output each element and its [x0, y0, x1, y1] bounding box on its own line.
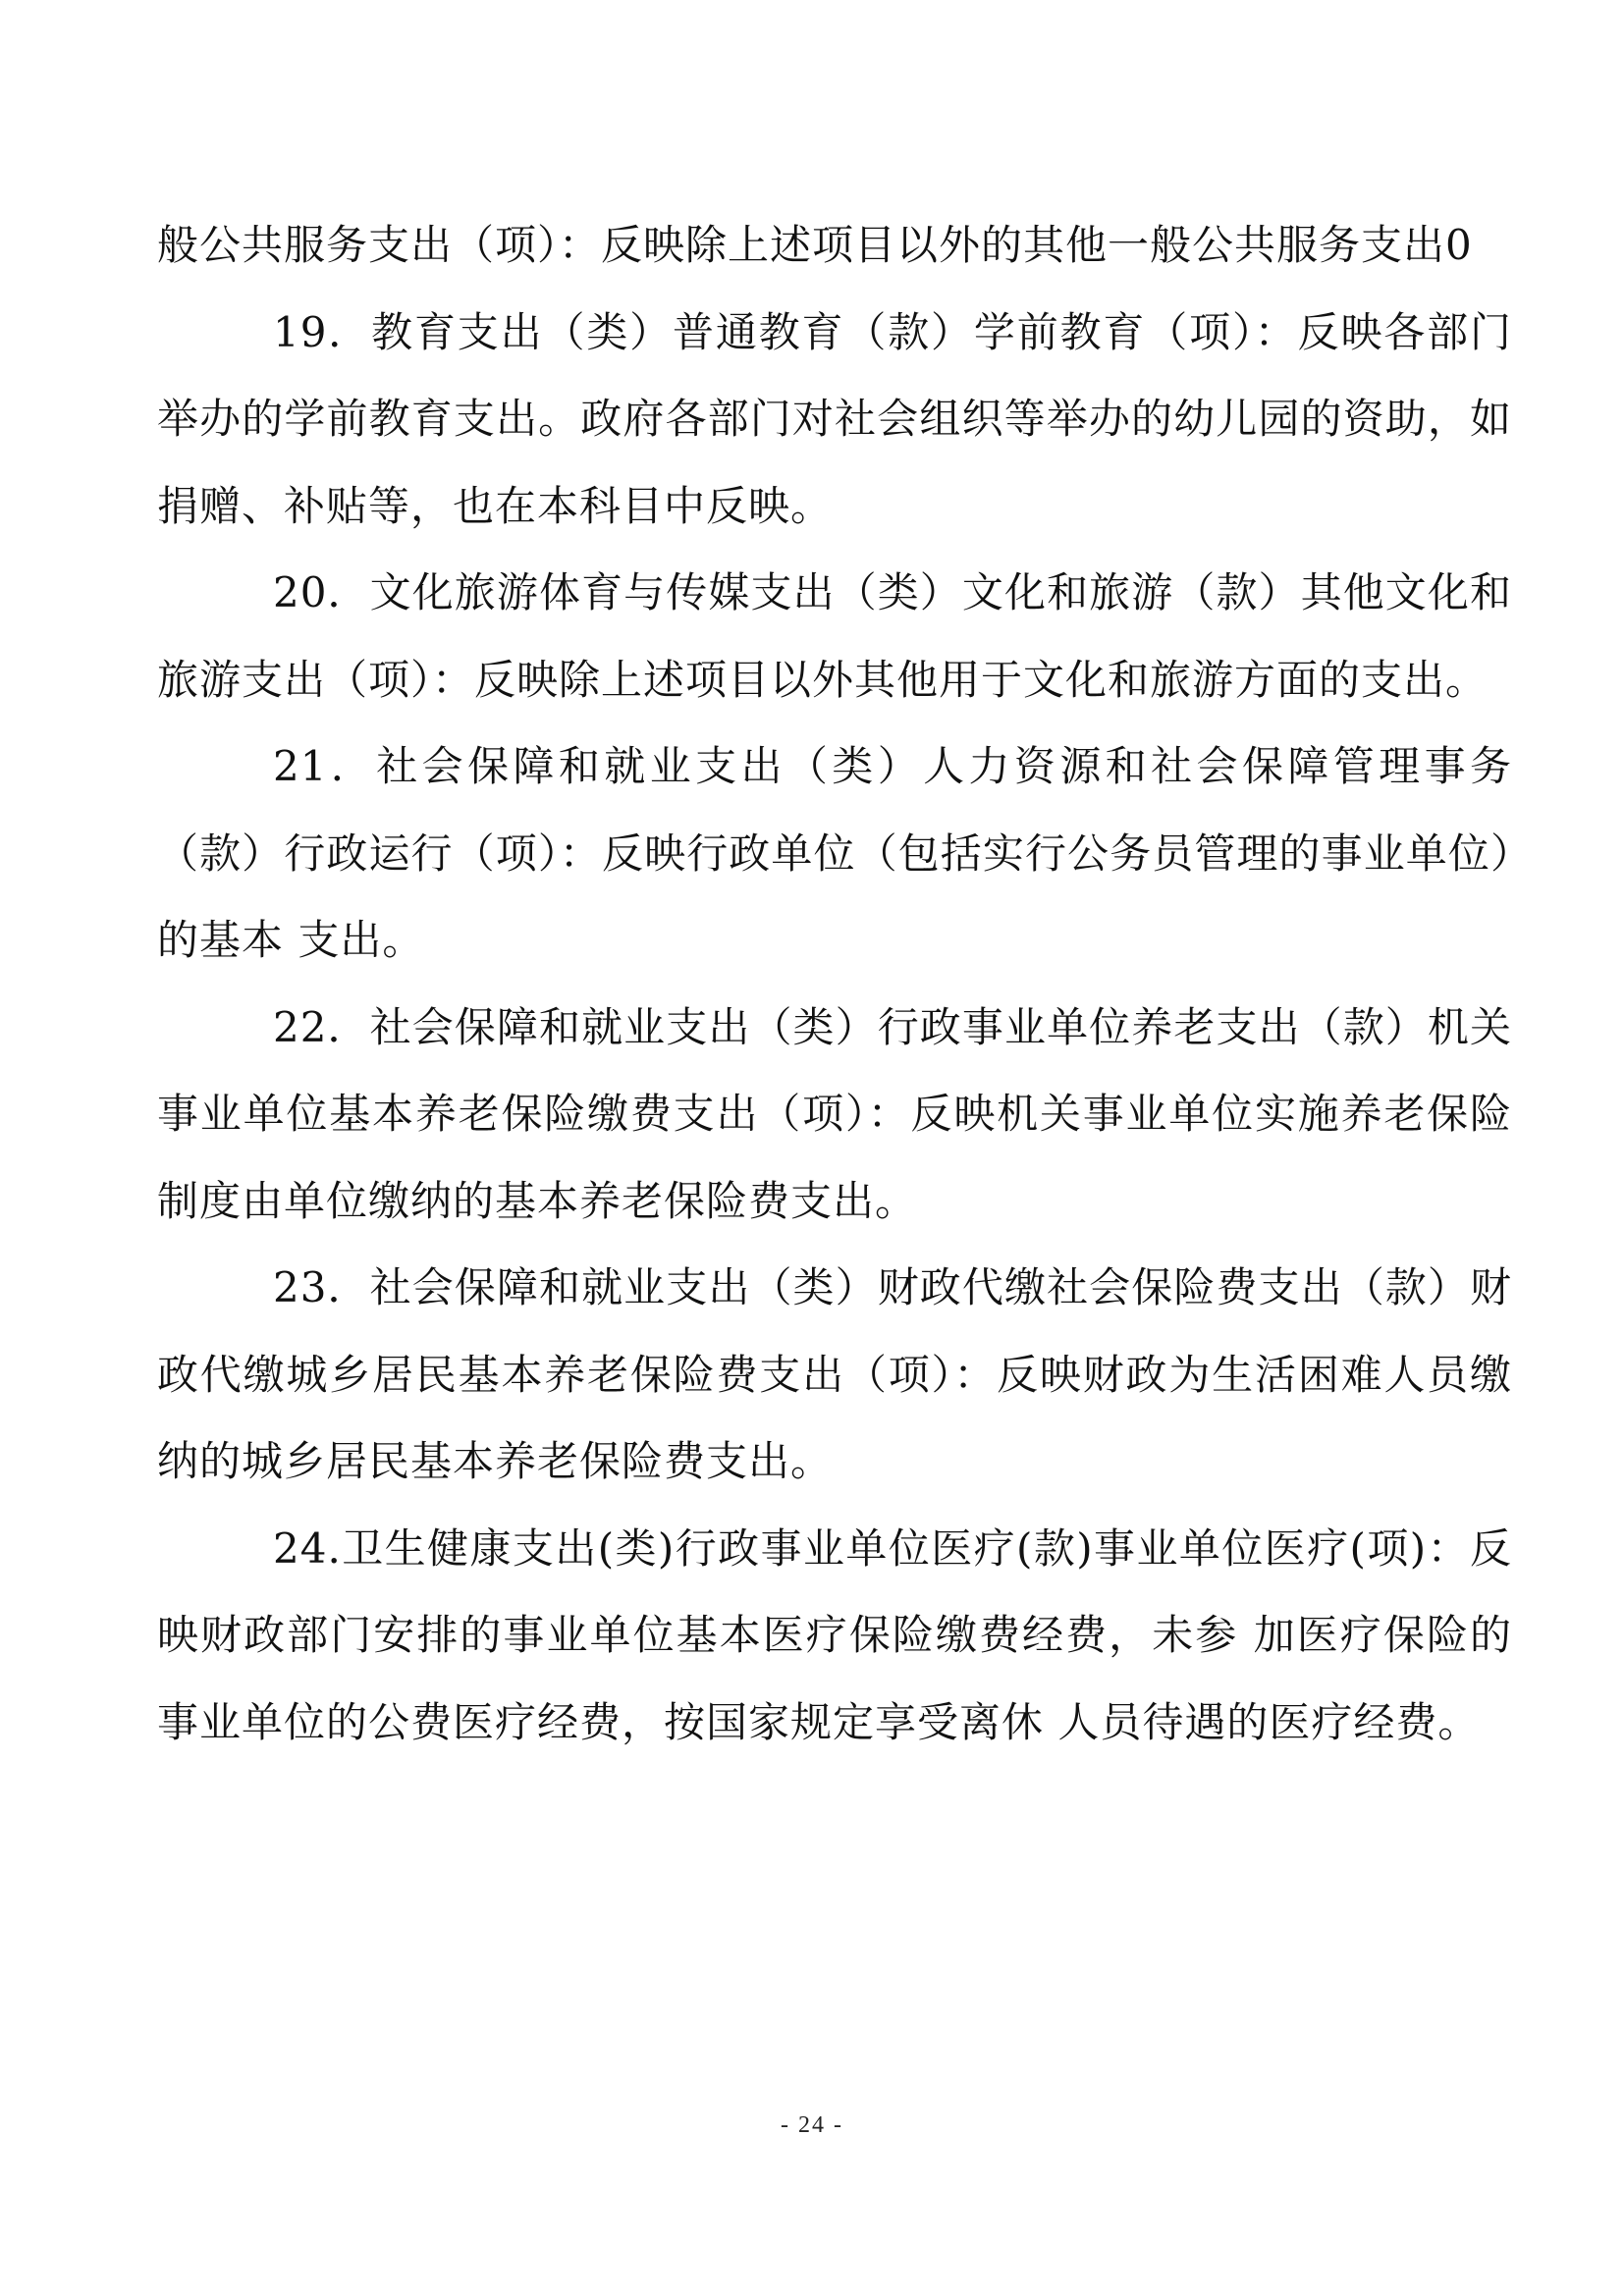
page-number: - 24 -	[781, 2112, 843, 2138]
paragraph-item-21: 21．社会保障和就业支出（类）人力资源和社会保障管理事务（款）行政运行（项）：反映行政单位（包括实行公务员管理的事业单位）的基本 支出。	[157, 742, 1512, 964]
body-text	[157, 202, 1512, 1766]
paragraph-item-24: 24.卫生健康支出(类)行政事业单位医疗(款)事业单位医疗(项)：反映财政部门安排的事业单位基本医疗保险缴费经费，未参 加医疗保险的事业单位的公费医疗经费，按国家规定享受离休 人员待遇的医疗经费。	[157, 1523, 1512, 1746]
paragraph-item-20: 20．文化旅游体育与传媒支出（类）文化和旅游（款）其他文化和旅游支出（项）：反映除上述项目以外其他用于文化和旅游方面的支出。	[157, 568, 1512, 704]
paragraph-item-19: 19．教育支出（类）普通教育（款）学前教育（项）：反映各部门举办的学前教育支出。政府各部门对社会组织等举办的幼儿园的资助，如捐赠、补贴等，也在本科目中反映。	[157, 307, 1512, 530]
paragraph-item-22: 22．社会保障和就业支出（类）行政事业单位养老支出（款）机关事业单位基本养老保险缴费支出（项）：反映机关事业单位实施养老保险制度由单位缴纳的基本养老保险费支出。	[157, 1002, 1512, 1225]
paragraph-continued: 般公共服务支出（项）：反映除上述项目以外的其他一般公共服务支出0	[157, 221, 1473, 269]
paragraph-item-23: 23．社会保障和就业支出（类）财政代缴社会保险费支出（款）财政代缴城乡居民基本养老保险费支出（项）：反映财政为生活困难人员缴纳的城乡居民基本养老保险费支出。	[157, 1263, 1512, 1485]
